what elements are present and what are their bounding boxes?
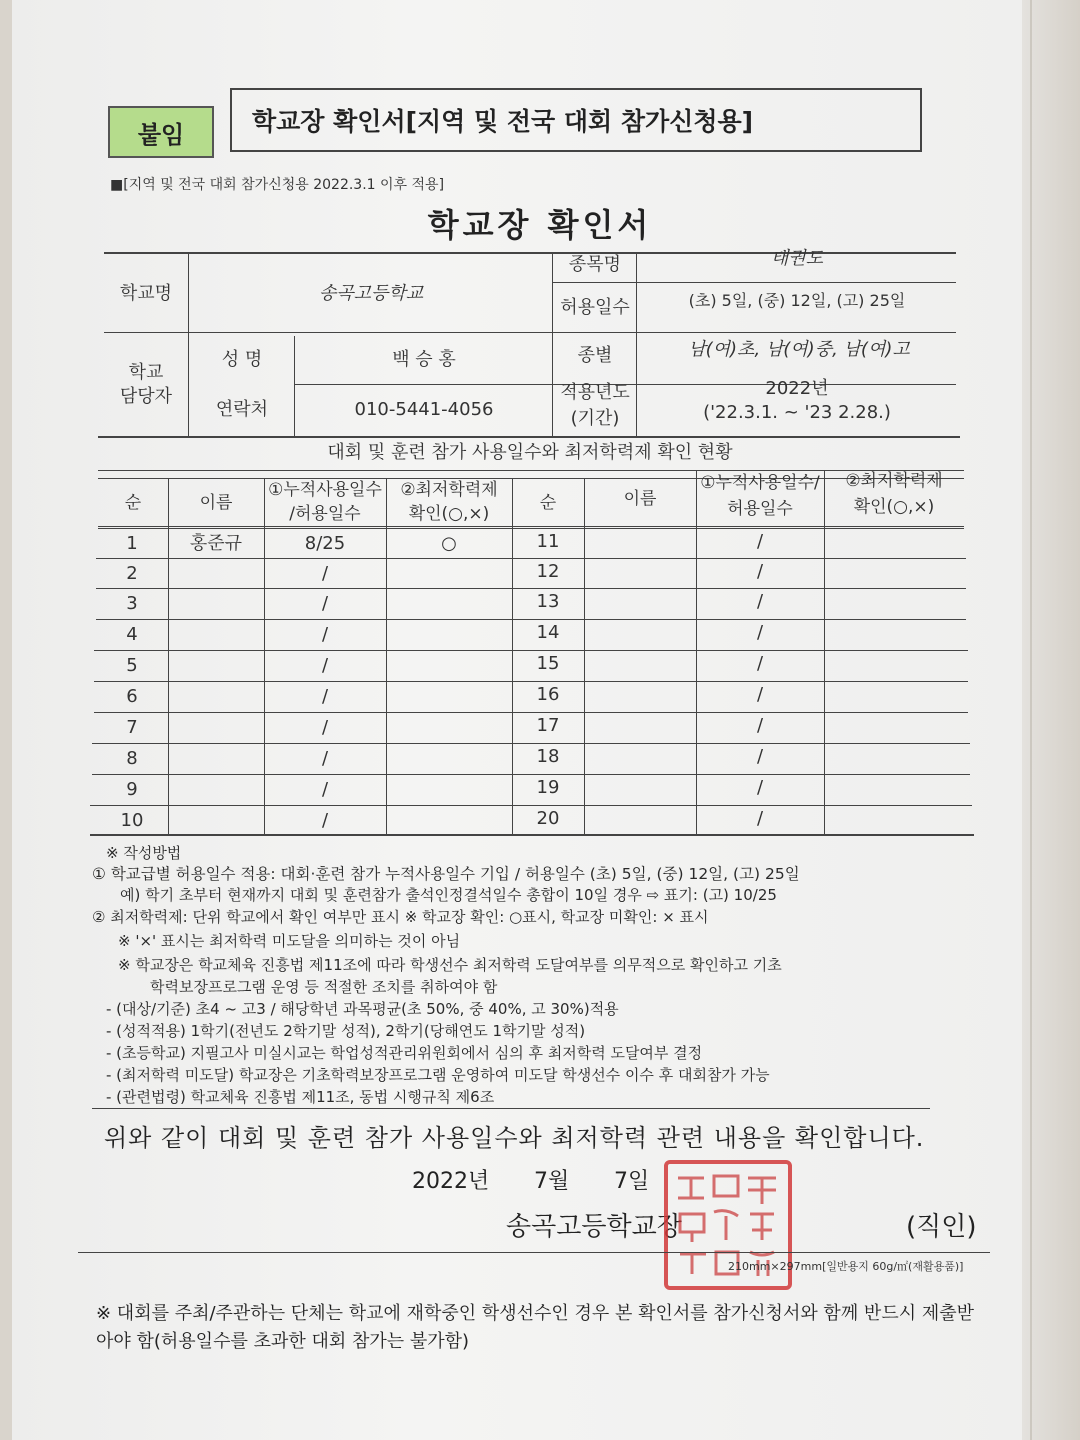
col-header-days-right-line1: ①누적사용일수/ bbox=[700, 472, 820, 493]
row-minimum-check bbox=[824, 743, 964, 771]
applicability-note: ■[지역 및 전국 대회 참가신청용 2022.3.1 이후 적용] bbox=[110, 177, 445, 193]
year-value-line1: 2022년 bbox=[765, 378, 829, 400]
manager-label-line2: 담당자 bbox=[119, 386, 173, 408]
row-minimum-check bbox=[386, 807, 512, 835]
row-student-name bbox=[168, 621, 264, 649]
note-principal-duty: ※ 학교장은 학교체육 진흥법 제11조에 따라 학생선수 최저학력 도달여부를 의무적으로 확인하고 기초 bbox=[118, 956, 782, 974]
row-days-used: / bbox=[321, 810, 329, 832]
note-elementary: - (초등학교) 지필고사 미실시교는 학업성적관리위원회에서 심의 후 최저학력 도달여부 결정 bbox=[106, 1044, 703, 1062]
note-heading: ※ 작성방법 bbox=[106, 844, 182, 862]
row-minimum-check bbox=[824, 619, 964, 647]
year-label-line2: (기간) bbox=[570, 408, 620, 430]
row-student-name: 홍준규 bbox=[189, 533, 243, 555]
school-name-label: 학교명 bbox=[119, 283, 173, 305]
col-header-check-right-line1: ②최저학력제 bbox=[845, 470, 943, 491]
row-student-name bbox=[584, 558, 696, 586]
year-value-line2: ('22.3.1. ~ '23 2.28.) bbox=[703, 402, 891, 424]
row-minimum-check bbox=[386, 560, 512, 588]
row-student-name bbox=[584, 619, 696, 647]
note-x-meaning: ※ '×' 표시는 최저학력 미도달을 의미하는 것이 아님 bbox=[118, 932, 461, 950]
col-header-days-right-line2: 허용일수 bbox=[727, 498, 793, 519]
row-days-used: / bbox=[756, 777, 764, 799]
row-number: 20 bbox=[536, 808, 560, 830]
note-grades: - (성적적용) 1학기(전년도 2학기말 성적), 2학기(당해연도 1학기말 성적) bbox=[106, 1022, 586, 1040]
row-student-name bbox=[584, 805, 696, 833]
note-principal-duty-cont: 학력보장프로그램 운영 등 적절한 조치를 취하여야 함 bbox=[150, 978, 498, 996]
row-number: 15 bbox=[536, 653, 560, 675]
header-title: 학교장 확인서[지역 및 전국 대회 참가신청용] bbox=[230, 88, 922, 152]
row-minimum-check bbox=[824, 588, 964, 616]
row-days-used: / bbox=[756, 531, 764, 553]
col-header-days-left-line1: ①누적사용일수 bbox=[268, 479, 382, 500]
col-header-no-left: 순 bbox=[124, 492, 142, 513]
row-student-name bbox=[168, 560, 264, 588]
document-title: 학교장 확인서 bbox=[427, 206, 653, 244]
name-value: 백 승 홍 bbox=[392, 349, 456, 371]
gender-label: 종별 bbox=[577, 345, 613, 367]
school-name-value: 송곡고등학교 bbox=[318, 283, 424, 305]
row-days-used: / bbox=[756, 715, 764, 737]
row-number: 7 bbox=[126, 717, 138, 739]
row-minimum-check bbox=[824, 805, 964, 833]
row-number: 8 bbox=[126, 748, 138, 770]
row-number: 19 bbox=[536, 777, 560, 799]
row-days-used: / bbox=[321, 717, 329, 739]
row-minimum-check bbox=[386, 745, 512, 773]
date-day: 7일 bbox=[614, 1169, 650, 1194]
confirmation-statement: 위와 같이 대회 및 훈련 참가 사용일수와 최저학력 관련 내용을 확인합니다. bbox=[104, 1124, 925, 1152]
row-number: 11 bbox=[536, 531, 560, 553]
note-example: 예) 학기 초부터 현재까지 대회 및 훈련참가 출석인정결석일수 총합이 10일 경우 ⇨ 표기: (고) 10/25 bbox=[120, 886, 777, 904]
allowed-days-value: (초) 5일, (중) 12일, (고) 25일 bbox=[688, 290, 906, 310]
allowed-days-label: 허용일수 bbox=[560, 297, 630, 319]
row-number: 14 bbox=[536, 622, 560, 644]
row-number: 5 bbox=[126, 655, 138, 677]
row-number: 17 bbox=[536, 715, 560, 737]
note-target: - (대상/기준) 초4 ~ 고3 / 해당학년 과목평균(초 50%, 중 40%, 고 30%)적용 bbox=[106, 1000, 619, 1018]
row-minimum-check bbox=[386, 590, 512, 618]
date-year: 2022년 bbox=[412, 1169, 490, 1194]
row-minimum-check bbox=[386, 683, 512, 711]
col-header-check-left-line1: ②최저학력제 bbox=[400, 479, 498, 500]
row-student-name bbox=[168, 652, 264, 680]
row-student-name bbox=[584, 588, 696, 616]
row-number: 9 bbox=[126, 779, 138, 801]
seal-label: (직인) bbox=[906, 1212, 977, 1242]
row-student-name bbox=[168, 776, 264, 804]
paper-spec: 210mm×297mm[일반용지 60g/㎡(재활용품)] bbox=[728, 1260, 964, 1273]
year-label-line1: 적용년도 bbox=[560, 382, 630, 404]
row-days-used: / bbox=[321, 779, 329, 801]
row-number: 1 bbox=[126, 533, 138, 555]
row-days-used: / bbox=[756, 808, 764, 830]
row-minimum-check bbox=[824, 681, 964, 709]
row-student-name bbox=[168, 807, 264, 835]
status-table-title: 대회 및 훈련 참가 사용일수와 최저학력제 확인 현황 bbox=[327, 442, 733, 464]
row-minimum-check bbox=[824, 712, 964, 740]
gender-value: 남(여)초, 남(여)중, 남(여)고 bbox=[688, 339, 910, 361]
note-item-2: ② 최저학력제: 단위 학교에서 확인 여부만 표시 ※ 학교장 확인: ○표시, 학교장 미확인: × 표시 bbox=[92, 908, 709, 926]
row-minimum-check bbox=[824, 650, 964, 678]
name-label: 성 명 bbox=[221, 349, 263, 371]
row-days-used: / bbox=[321, 624, 329, 646]
col-header-days-left-line2: /허용일수 bbox=[289, 503, 361, 524]
manager-label-line1: 학교 bbox=[128, 362, 164, 384]
contact-value: 010-5441-4056 bbox=[354, 399, 494, 421]
row-student-name bbox=[584, 774, 696, 802]
note-law: - (관련법령) 학교체육 진흥법 제11조, 동법 시행규칙 제6조 bbox=[106, 1088, 495, 1106]
row-minimum-check bbox=[386, 776, 512, 804]
row-minimum-check bbox=[386, 652, 512, 680]
note-item-1: ① 학교급별 허용일수 적용: 대회·훈련 참가 누적사용일수 기입 / 허용일수 (초) 5일, (중) 12일, (고) 25일 bbox=[92, 865, 800, 883]
row-days-used: / bbox=[756, 653, 764, 675]
row-days-used: / bbox=[321, 563, 329, 585]
row-student-name bbox=[168, 683, 264, 711]
row-number: 18 bbox=[536, 746, 560, 768]
row-number: 13 bbox=[536, 591, 560, 613]
col-header-name-right: 이름 bbox=[623, 488, 657, 509]
row-number: 4 bbox=[126, 624, 138, 646]
row-minimum-check: ○ bbox=[441, 533, 457, 555]
row-minimum-check bbox=[386, 714, 512, 742]
row-number: 2 bbox=[126, 563, 138, 585]
sport-label: 종목명 bbox=[568, 254, 622, 276]
row-days-used: / bbox=[756, 684, 764, 706]
note-below-minimum: - (최저학력 미도달) 학교장은 기초학력보장프로그램 운영하여 미도달 학생선수 이수 후 대회참가 가능 bbox=[106, 1066, 770, 1084]
row-number: 16 bbox=[536, 684, 560, 706]
row-minimum-check bbox=[386, 621, 512, 649]
col-header-check-left-line2: 확인(○,×) bbox=[408, 503, 490, 524]
row-student-name bbox=[584, 650, 696, 678]
col-header-check-right-line2: 확인(○,×) bbox=[853, 496, 935, 517]
row-days-used: / bbox=[756, 591, 764, 613]
row-days-used: / bbox=[756, 746, 764, 768]
attachment-badge: 붙임 bbox=[108, 106, 214, 158]
submission-footnote: ※ 대회를 주최/주관하는 단체는 학교에 재학중인 학생선수인 경우 본 확인서를 참가신청서와 함께 반드시 제출받아야 함(허용일수를 초과한 대회 참가는 불가함) bbox=[96, 1303, 974, 1352]
row-number: 3 bbox=[126, 593, 138, 615]
row-days-used: / bbox=[321, 686, 329, 708]
row-minimum-check bbox=[824, 774, 964, 802]
row-student-name bbox=[584, 712, 696, 740]
row-student-name bbox=[584, 681, 696, 709]
row-student-name bbox=[168, 714, 264, 742]
col-header-name-left: 이름 bbox=[199, 492, 233, 513]
row-days-used: / bbox=[321, 655, 329, 677]
contact-label: 연락처 bbox=[215, 399, 269, 421]
row-minimum-check bbox=[824, 528, 964, 556]
date-month: 7월 bbox=[534, 1169, 570, 1194]
row-student-name bbox=[168, 745, 264, 773]
row-number: 10 bbox=[120, 810, 144, 832]
row-student-name bbox=[584, 743, 696, 771]
row-days-used: / bbox=[756, 561, 764, 583]
row-student-name bbox=[168, 590, 264, 618]
row-minimum-check bbox=[824, 558, 964, 586]
row-number: 6 bbox=[126, 686, 138, 708]
signer-name: 송곡고등학교장 bbox=[506, 1212, 682, 1242]
row-number: 12 bbox=[536, 561, 560, 583]
paper-stack-edge bbox=[1030, 0, 1032, 1440]
col-header-no-right: 순 bbox=[539, 492, 557, 513]
row-student-name bbox=[584, 528, 696, 556]
sport-value: 태권도 bbox=[770, 248, 824, 270]
row-days-used: / bbox=[321, 748, 329, 770]
row-days-used: 8/25 bbox=[304, 533, 346, 555]
row-days-used: / bbox=[756, 622, 764, 644]
row-days-used: / bbox=[321, 593, 329, 615]
